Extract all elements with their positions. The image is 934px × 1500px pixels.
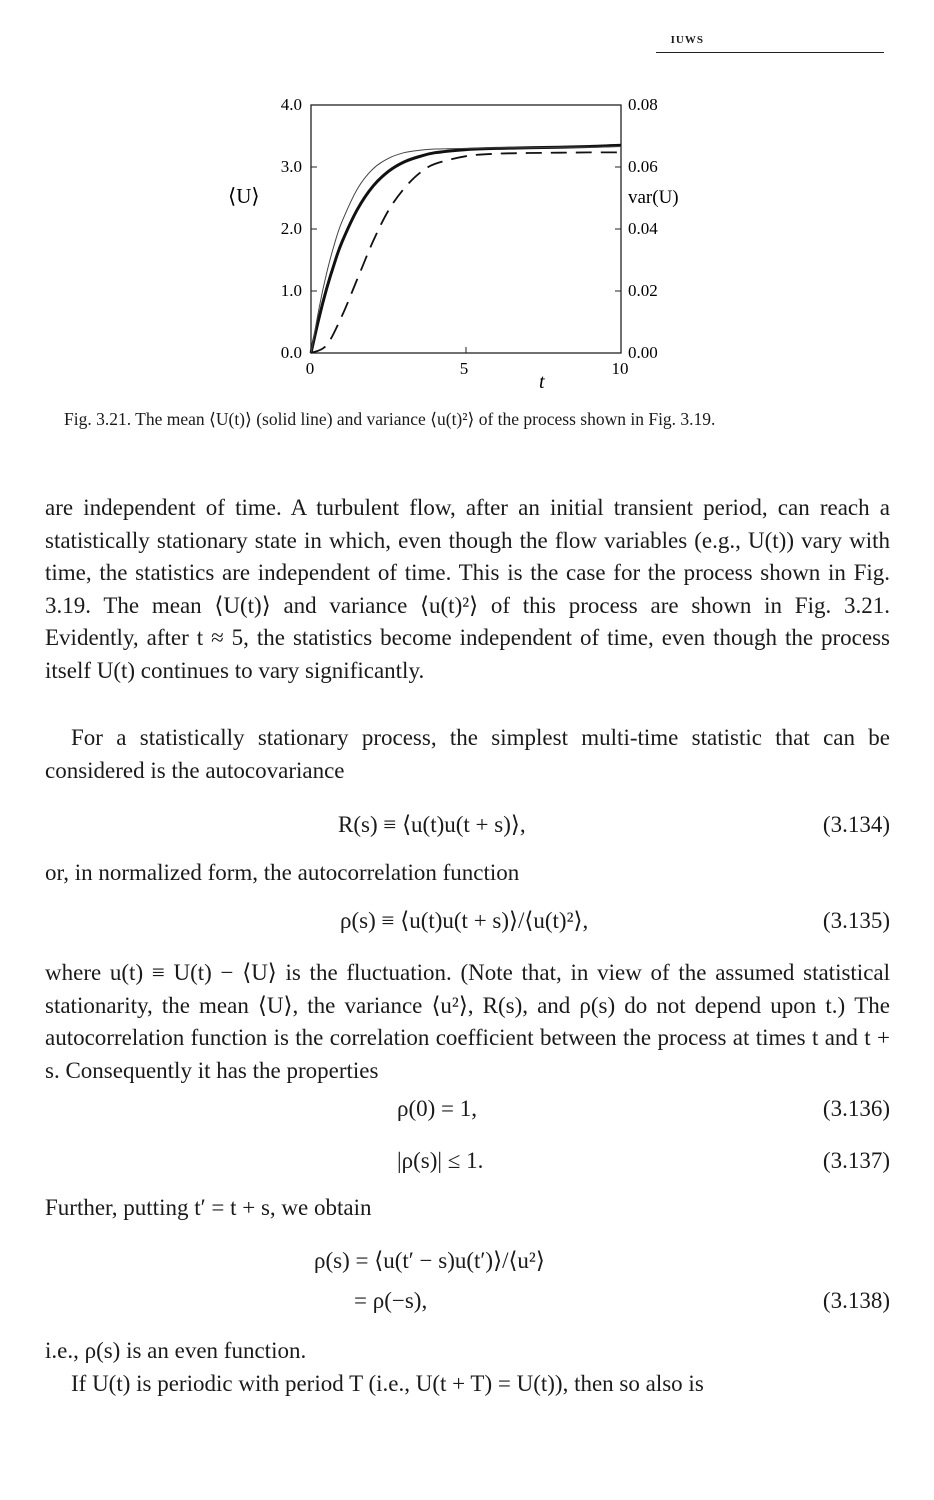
mean-line-thin [311,147,621,354]
left-tick-marks [311,105,317,353]
bottom-tick-marks [311,347,621,353]
left-axis-label: ⟨U⟩ [228,184,260,208]
equation-number: (3.138) [822,1288,890,1313]
equation: |ρ(s)| ≤ 1. [397,1148,484,1173]
x-tick-label: 5 [459,359,469,378]
paragraph: For a statistically stationary process, the simplest multi-time statistic that can be considered is the autocovariance [45,725,890,783]
equation-number: (3.134) [822,812,890,837]
series-layer [311,145,621,353]
figure-caption [64,408,864,430]
left-tick-label: 0.0 [280,343,302,362]
equation: R(s) ≡ ⟨u(t)u(t + s)⟩, [338,812,526,837]
left-tick-label: 2.0 [280,219,302,238]
mean-line-thick [311,145,621,353]
plot-frame [311,105,621,353]
equation-number: (3.135) [822,908,890,933]
right-tick-marks [615,105,621,353]
variance-line-dashed [311,152,621,353]
right-tick-label: 0.00 [628,343,658,362]
paragraph: If U(t) is periodic with period T (i.e., U(t + T) = U(t)), then so also is [71,1371,704,1396]
equation: ρ(0) = 1, [397,1096,478,1121]
equation: ρ(s) ≡ ⟨u(t)u(t + s)⟩/⟨u(t)²⟩, [340,908,589,933]
equation-number: (3.137) [822,1148,890,1173]
right-tick-label: 0.08 [628,95,658,114]
equation: ρ(s) = ⟨u(t′ − s)u(t′)⟩/⟨u²⟩ [314,1248,545,1273]
paragraph: Further, putting t′ = t + s, we obtain [45,1195,372,1220]
left-tick-label: 3.0 [280,157,302,176]
right-tick-label: 0.02 [628,281,658,300]
equation: = ρ(−s), [354,1288,428,1313]
left-tick-label: 1.0 [280,281,302,300]
right-tick-label: 0.04 [628,219,658,238]
x-tick-label: 10 [611,359,629,378]
paragraph: are independent of time. A turbulent flow, after an initial transient period, can reach a statistically stationary state in which, even though the flow variables (e.g., U(t)) vary with time, the statistics are independent of time. This is the case for the process shown in Fig. 3.19. The mean ⟨U(t)⟩ and variance ⟨u(t)²⟩ of this process are shown in Fig. 3.21. Evidently, after t ≈ 5, the statistics become independent of time, even though the process itself U(t) continues to vary significantly. [45,495,890,683]
x-tick-label: 0 [305,359,315,378]
paragraph: i.e., ρ(s) is an even function. [45,1338,307,1363]
paragraph: where u(t) ≡ U(t) − ⟨U⟩ is the fluctuation. (Note that, in view of the assumed statistical stationarity, the mean ⟨U⟩, the variance ⟨u²⟩, R(s), and ρ(s) do not depend upon t.) The autocorrelation function is the correlation coefficient between the process at times t and t + s. Consequently it has the properties [45,960,890,1083]
right-tick-label: 0.06 [628,157,658,176]
right-axis-label: var(U) [628,187,679,208]
left-tick-label: 4.0 [280,95,302,114]
caption-label: Fig. 3.21. [64,409,132,429]
figure-3-21 [0,0,934,400]
paragraph: or, in normalized form, the autocorrelation function [45,860,520,885]
x-axis-label: t [539,371,545,393]
equation-number: (3.136) [822,1096,890,1121]
running-head-text: IUWS [670,34,704,46]
caption-text: The mean ⟨U(t)⟩ (solid line) and variance ⟨u(t)²⟩ of the process shown in Fig. 3.19. [135,409,716,429]
